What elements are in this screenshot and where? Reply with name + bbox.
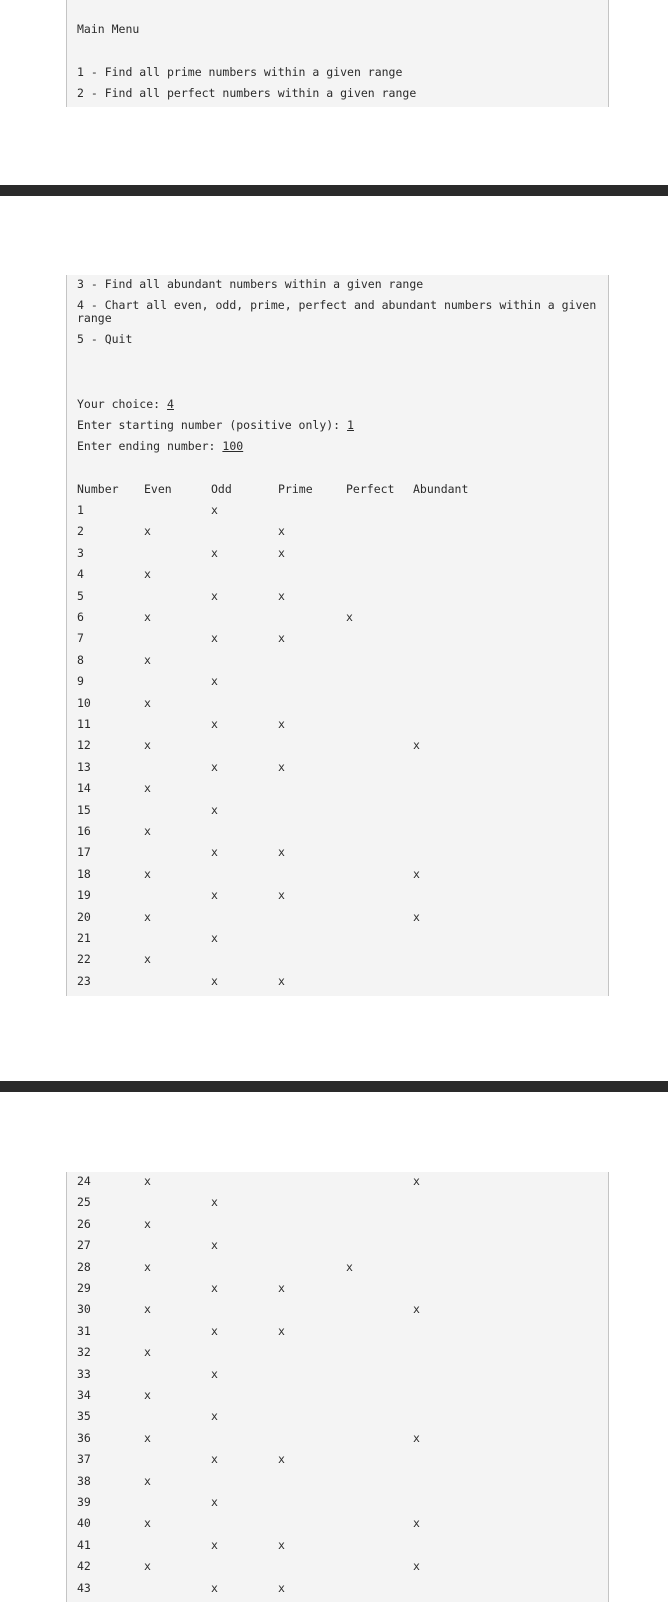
cell-number: 8 (77, 652, 84, 667)
cell-prime: x (278, 524, 285, 539)
cell-number: 17 (77, 845, 91, 860)
cell-number: 42 (77, 1559, 91, 1574)
table-row (67, 589, 610, 610)
cell-abundant: x (413, 738, 420, 753)
cell-prime: x (278, 1537, 285, 1552)
cell-odd: x (211, 1409, 218, 1424)
cell-number: 10 (77, 695, 91, 710)
cell-odd: x (211, 1537, 218, 1552)
choice-input[interactable]: 4 (167, 397, 174, 411)
cell-number: 20 (77, 909, 91, 924)
table-row (67, 1452, 610, 1473)
cell-odd: x (211, 1323, 218, 1338)
cell-number: 43 (77, 1580, 91, 1595)
header-abundant: Abundant (413, 482, 469, 496)
cell-abundant: x (413, 866, 420, 881)
cell-odd: x (211, 1495, 218, 1509)
table-row (67, 803, 610, 824)
cell-number: 31 (77, 1323, 91, 1338)
table-row (67, 1431, 610, 1452)
cell-odd: x (211, 759, 218, 774)
cell-abundant: x (413, 1559, 420, 1574)
cell-even: x (144, 1345, 151, 1360)
cell-number: 27 (77, 1238, 91, 1253)
table-header (67, 482, 610, 503)
cell-number: 29 (77, 1281, 91, 1295)
table-row (67, 1217, 610, 1238)
cell-number: 14 (77, 781, 91, 796)
table-row (67, 1474, 610, 1495)
cell-number: 24 (77, 1174, 91, 1188)
cell-even: x (144, 1259, 151, 1274)
cell-number: 11 (77, 717, 91, 731)
table-row (67, 1495, 610, 1516)
cell-number: 15 (77, 802, 91, 817)
table-row (67, 1260, 610, 1281)
table-row (67, 1195, 610, 1216)
header-odd: Odd (211, 482, 232, 496)
cell-prime: x (278, 1580, 285, 1595)
header-perfect: Perfect (346, 482, 395, 496)
cell-odd: x (211, 588, 218, 603)
cell-even: x (144, 952, 151, 967)
console-panel-1 (66, 0, 609, 107)
cell-number: 37 (77, 1452, 91, 1467)
table-row (67, 867, 610, 888)
table-row (67, 824, 610, 845)
table-row (67, 760, 610, 781)
cell-odd: x (211, 674, 218, 689)
cell-number: 22 (77, 952, 91, 967)
cell-number: 7 (77, 631, 84, 646)
start-label: Enter starting number (positive only): (77, 418, 348, 432)
cell-number: 38 (77, 1473, 91, 1488)
cell-number: 3 (77, 545, 84, 560)
end-input[interactable]: 100 (222, 439, 244, 453)
cell-odd: x (211, 717, 218, 731)
cell-even: x (144, 1388, 151, 1402)
start-input[interactable]: 1 (347, 418, 354, 432)
console-panel-2 (66, 275, 609, 996)
cell-prime: x (278, 845, 285, 860)
table-row (67, 888, 610, 909)
table-row (67, 1324, 610, 1345)
end-label: Enter ending number: (77, 439, 223, 453)
cell-abundant: x (413, 1174, 420, 1188)
menu-option-5: 5 - Quit (77, 332, 133, 346)
start-prompt (77, 418, 354, 432)
cell-number: 16 (77, 824, 91, 838)
cell-odd: x (211, 931, 218, 945)
cell-prime: x (278, 888, 285, 903)
cell-abundant: x (413, 1430, 420, 1445)
cell-odd: x (211, 1366, 218, 1381)
cell-number: 26 (77, 1216, 91, 1231)
cell-even: x (144, 1302, 151, 1317)
table-row (67, 1581, 610, 1602)
table-row (67, 1174, 610, 1195)
cell-even: x (144, 738, 151, 753)
table-row (67, 1345, 610, 1366)
cell-number: 12 (77, 738, 91, 753)
cell-even: x (144, 824, 151, 838)
cell-number: 5 (77, 588, 84, 603)
cell-perfect: x (346, 1259, 353, 1274)
cell-number: 32 (77, 1345, 91, 1360)
choice-prompt (77, 397, 174, 411)
cell-even: x (144, 866, 151, 881)
cell-number: 18 (77, 866, 91, 881)
cell-perfect: x (346, 610, 353, 624)
cell-number: 9 (77, 674, 84, 689)
cell-number: 28 (77, 1259, 91, 1274)
header-prime: Prime (278, 482, 313, 496)
table-row (67, 1281, 610, 1302)
cell-number: 30 (77, 1302, 91, 1317)
table-row (67, 1559, 610, 1580)
cell-odd: x (211, 545, 218, 560)
table-row (67, 910, 610, 931)
cell-abundant: x (413, 1302, 420, 1317)
cell-number: 4 (77, 567, 84, 582)
cell-number: 36 (77, 1430, 91, 1445)
menu-title: Main Menu (77, 22, 140, 36)
menu-option-1: 1 - Find all prime numbers within a given range (77, 65, 403, 79)
cell-number: 25 (77, 1195, 91, 1210)
cell-odd: x (211, 845, 218, 860)
table-row (67, 1409, 610, 1430)
cell-prime: x (278, 759, 285, 774)
cell-number: 33 (77, 1366, 91, 1381)
table-row (67, 974, 610, 995)
table-row (67, 781, 610, 802)
cell-odd: x (211, 802, 218, 817)
table-row (67, 1367, 610, 1388)
cell-number: 2 (77, 524, 84, 539)
cell-odd: x (211, 503, 218, 517)
cell-prime: x (278, 545, 285, 560)
cell-number: 41 (77, 1537, 91, 1552)
table-row (67, 524, 610, 545)
table-row (67, 674, 610, 695)
cell-number: 39 (77, 1495, 91, 1509)
cell-even: x (144, 652, 151, 667)
table-row (67, 845, 610, 866)
console-panel-3 (66, 1172, 609, 1602)
cell-odd: x (211, 888, 218, 903)
menu-option-2: 2 - Find all perfect numbers within a given range (77, 86, 417, 100)
cell-number: 34 (77, 1388, 91, 1402)
table-row (67, 653, 610, 674)
cell-even: x (144, 781, 151, 796)
end-prompt (77, 439, 243, 453)
table-row (67, 1516, 610, 1537)
menu-option-3: 3 - Find all abundant numbers within a given range (77, 277, 424, 291)
cell-odd: x (211, 1238, 218, 1253)
cell-number: 13 (77, 759, 91, 774)
cell-prime: x (278, 717, 285, 731)
page-divider-2 (0, 1081, 668, 1092)
table-row (67, 631, 610, 652)
page-divider-1 (0, 185, 668, 196)
cell-even: x (144, 1516, 151, 1531)
cell-odd: x (211, 1195, 218, 1210)
table-row (67, 1388, 610, 1409)
cell-prime: x (278, 973, 285, 988)
cell-prime: x (278, 1452, 285, 1467)
cell-prime: x (278, 1281, 285, 1295)
table-row (67, 610, 610, 631)
cell-even: x (144, 1473, 151, 1488)
cell-even: x (144, 695, 151, 710)
cell-number: 35 (77, 1409, 91, 1424)
cell-odd: x (211, 973, 218, 988)
cell-even: x (144, 1559, 151, 1574)
cell-number: 1 (77, 503, 84, 517)
header-even: Even (144, 482, 172, 496)
cell-number: 21 (77, 931, 91, 945)
table-row (67, 546, 610, 567)
cell-odd: x (211, 631, 218, 646)
table-row (67, 1302, 610, 1323)
cell-number: 6 (77, 610, 84, 624)
table-row (67, 952, 610, 973)
cell-number: 19 (77, 888, 91, 903)
cell-odd: x (211, 1281, 218, 1295)
cell-even: x (144, 1216, 151, 1231)
cell-prime: x (278, 1323, 285, 1338)
cell-even: x (144, 1174, 151, 1188)
table-row (67, 567, 610, 588)
cell-number: 40 (77, 1516, 91, 1531)
cell-prime: x (278, 588, 285, 603)
table-row (67, 738, 610, 759)
table-row (67, 696, 610, 717)
cell-even: x (144, 909, 151, 924)
cell-number: 23 (77, 973, 91, 988)
menu-option-4: 4 - Chart all even, odd, prime, perfect and abundant numbers within a given range (77, 298, 597, 325)
cell-abundant: x (413, 909, 420, 924)
cell-odd: x (211, 1580, 218, 1595)
cell-even: x (144, 524, 151, 539)
cell-even: x (144, 1430, 151, 1445)
table-row (67, 503, 610, 524)
table-row (67, 931, 610, 952)
choice-label: Your choice: (77, 397, 168, 411)
table-row (67, 717, 610, 738)
cell-prime: x (278, 631, 285, 646)
cell-even: x (144, 610, 151, 624)
table-row (67, 1238, 610, 1259)
header-number: Number (77, 482, 119, 496)
cell-odd: x (211, 1452, 218, 1467)
table-row (67, 1538, 610, 1559)
cell-abundant: x (413, 1516, 420, 1531)
cell-even: x (144, 567, 151, 582)
